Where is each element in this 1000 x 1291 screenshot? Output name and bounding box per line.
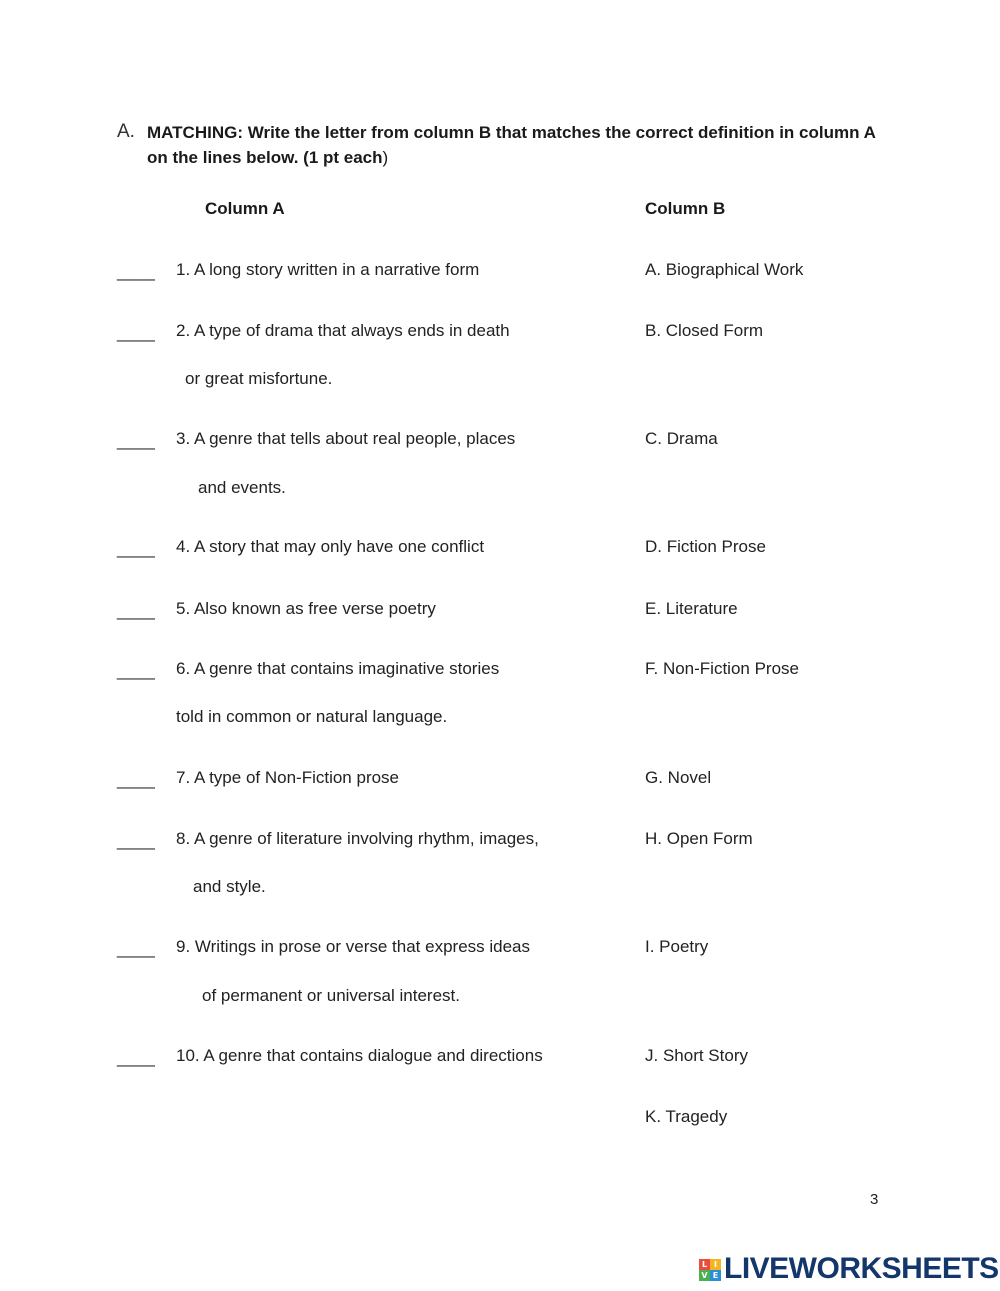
logo-tile-v: V bbox=[699, 1270, 710, 1281]
choice-e: E. Literature bbox=[645, 599, 738, 618]
item-8-text-cont: and style. bbox=[193, 877, 266, 896]
instructions bbox=[147, 120, 887, 170]
item-10-text: 10. A genre that contains dialogue and directions bbox=[176, 1046, 543, 1065]
logo-tile-i: I bbox=[710, 1259, 721, 1270]
answer-blank-8[interactable]: ____ bbox=[117, 831, 155, 850]
choice-g: G. Novel bbox=[645, 768, 712, 787]
choice-i: I. Poetry bbox=[645, 937, 709, 956]
brand-wordmark[interactable]: LIVEWORKSHEETS bbox=[724, 1252, 999, 1285]
choice-h: H. Open Form bbox=[645, 829, 753, 848]
answer-blank-4[interactable]: ____ bbox=[117, 539, 155, 558]
item-6-text-cont: told in common or natural language. bbox=[176, 707, 448, 726]
answer-blank-9[interactable]: ____ bbox=[117, 939, 155, 958]
column-b-header: Column B bbox=[645, 199, 726, 218]
item-4-text: 4. A story that may only have one conflict bbox=[176, 537, 485, 556]
page-number: 3 bbox=[870, 1191, 879, 1208]
logo-tile-e: E bbox=[710, 1270, 721, 1281]
answer-blank-6[interactable]: ____ bbox=[117, 661, 155, 680]
item-7-text: 7. A type of Non-Fiction prose bbox=[176, 768, 400, 787]
item-3-text: 3. A genre that tells about real people, places bbox=[176, 429, 516, 448]
item-6-text: 6. A genre that contains imaginative stories bbox=[176, 659, 500, 678]
choice-d: D. Fiction Prose bbox=[645, 537, 766, 556]
answer-blank-3[interactable]: ____ bbox=[117, 431, 155, 450]
choice-b: B. Closed Form bbox=[645, 321, 764, 340]
instructions-tail: ) bbox=[382, 148, 389, 167]
instructions-bold: MATCHING: Write the letter from column B that matches the correct definition in column A on the lines below. (1 pt each bbox=[147, 123, 876, 167]
answer-blank-10[interactable]: ____ bbox=[117, 1048, 155, 1067]
answer-blank-7[interactable]: ____ bbox=[117, 770, 155, 789]
column-a-header: Column A bbox=[205, 199, 285, 218]
item-5-text: 5. Also known as free verse poetry bbox=[176, 599, 436, 618]
item-3-text-cont: and events. bbox=[198, 478, 286, 497]
item-2-text-cont: or great misfortune. bbox=[185, 369, 333, 388]
choice-k: K. Tragedy bbox=[645, 1107, 728, 1126]
answer-blank-2[interactable]: ____ bbox=[117, 323, 155, 342]
item-2-text: 2. A type of drama that always ends in death bbox=[176, 321, 510, 340]
section-letter: A. bbox=[117, 121, 135, 142]
item-9-text-cont: of permanent or universal interest. bbox=[202, 986, 460, 1005]
answer-blank-1[interactable]: ____ bbox=[117, 262, 155, 281]
item-9-text: 9. Writings in prose or verse that express ideas bbox=[176, 937, 531, 956]
answer-blank-5[interactable]: ____ bbox=[117, 601, 155, 620]
choice-a: A. Biographical Work bbox=[645, 260, 804, 279]
choice-f: F. Non-Fiction Prose bbox=[645, 659, 799, 678]
choice-j: J. Short Story bbox=[645, 1046, 748, 1065]
choice-c: C. Drama bbox=[645, 429, 718, 448]
item-8-text: 8. A genre of literature involving rhythm, images, bbox=[176, 829, 539, 848]
item-1-text: 1. A long story written in a narrative form bbox=[176, 260, 480, 279]
logo-tile-l: L bbox=[699, 1259, 710, 1270]
liveworksheets-logo-icon bbox=[699, 1259, 721, 1281]
